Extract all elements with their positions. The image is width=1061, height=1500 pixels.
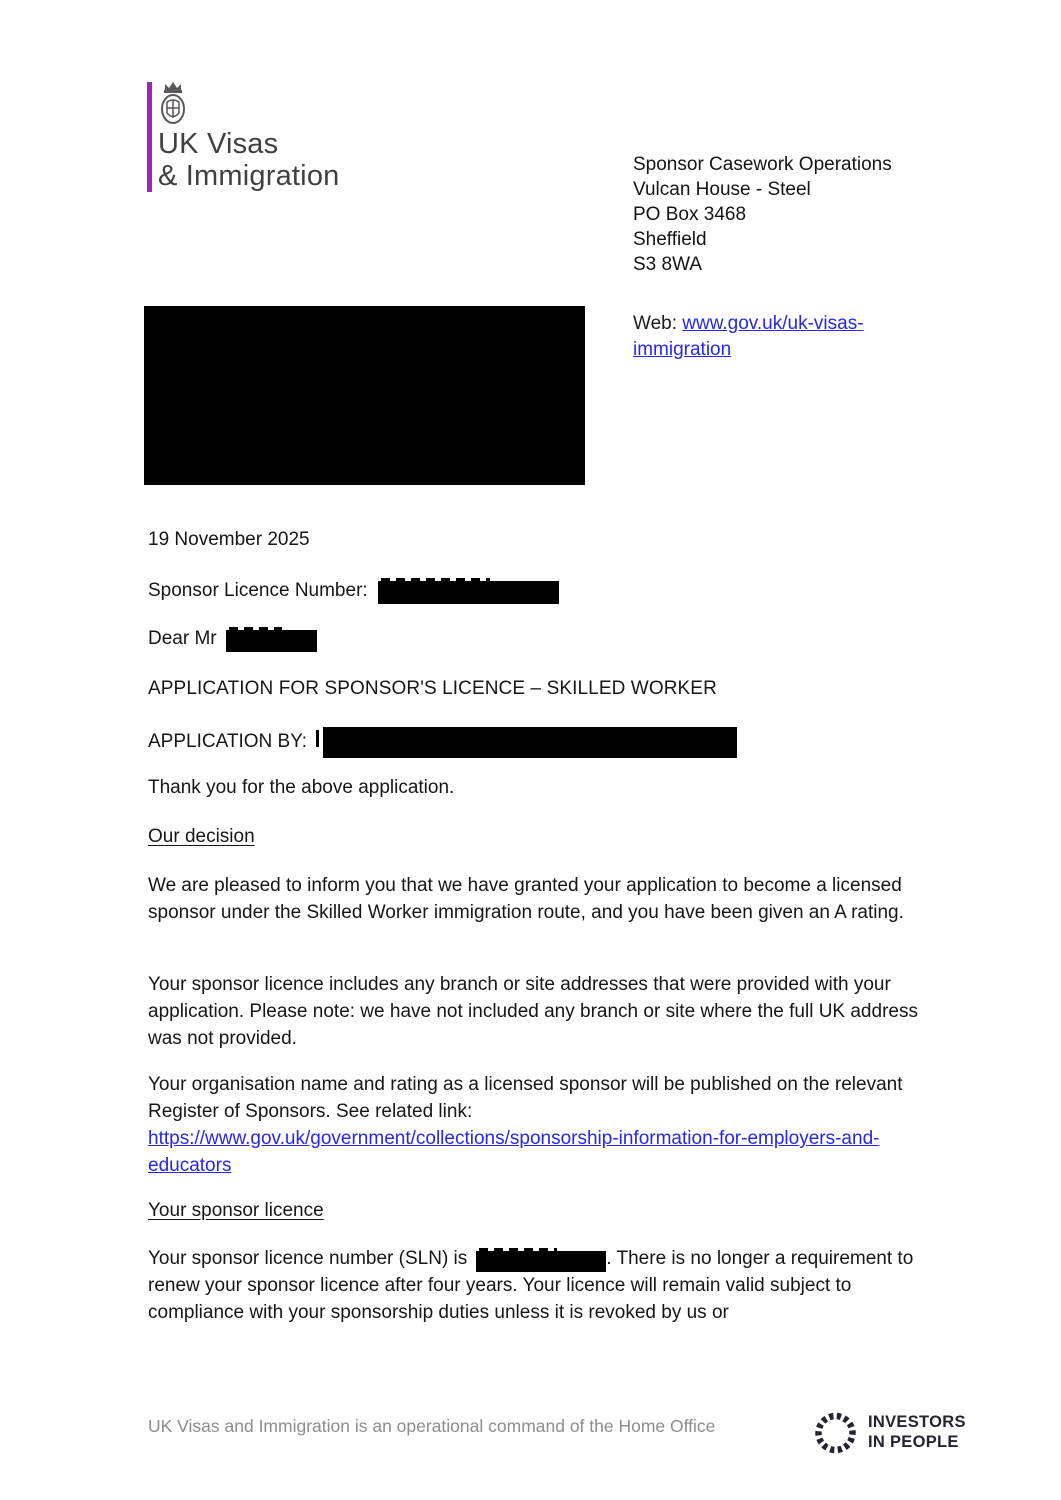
subject-line: APPLICATION FOR SPONSOR'S LICENCE – SKILLED WORKER xyxy=(148,678,717,699)
web-label: Web: xyxy=(633,313,683,334)
intro-line: Thank you for the above application. xyxy=(148,777,455,798)
decision-paragraph: We are pleased to inform you that we have granted your application to become a licensed sponsor under the Skilled Worker immigration route, and you have been given an A rating. xyxy=(148,875,904,923)
investors-in-people-wordmark xyxy=(868,1412,966,1452)
footer-disclaimer: UK Visas and Immigration is an operational command of the Home Office xyxy=(148,1416,716,1436)
sender-address-line: PO Box 3468 xyxy=(633,204,747,225)
salutation-label: Dear Mr xyxy=(148,628,217,649)
letter-date: 19 November 2025 xyxy=(148,529,310,550)
sponsor-licence-number-line xyxy=(148,578,559,604)
laurel-wreath-icon xyxy=(812,1408,859,1455)
sln-paragraph xyxy=(148,1245,948,1326)
application-by-line xyxy=(148,724,737,755)
sender-address-line: Sponsor Casework Operations xyxy=(633,154,892,175)
register-paragraph-text: Your organisation name and rating as a licensed sponsor will be published on the relevant Register of Sponsors. See related link: xyxy=(148,1074,903,1122)
brand-accent-bar xyxy=(147,82,152,192)
sender-address xyxy=(633,152,892,277)
licence-heading: Your sponsor licence xyxy=(148,1200,324,1221)
recipient-name-redaction xyxy=(226,630,317,652)
iip-line2: IN PEOPLE xyxy=(868,1432,959,1451)
salutation-line xyxy=(148,626,317,652)
brand-line2: & Immigration xyxy=(158,160,340,192)
brand-line1: UK Visas xyxy=(158,128,279,160)
sln-value-redaction xyxy=(476,1251,606,1272)
investors-in-people-logo xyxy=(812,1408,966,1455)
royal-crest-icon xyxy=(156,80,190,132)
sender-address-line: S3 8WA xyxy=(633,254,702,275)
sln-sentence-after: . There is no longer a requirement to renew your sponsor licence after four years. Your licence will remain valid subject to compliance with your sponsorship duties unless it is revoked by us or xyxy=(148,1248,914,1323)
recipient-address-redaction xyxy=(144,306,585,485)
web-link-line1[interactable]: www.gov.uk/uk-visas- xyxy=(682,313,864,334)
decision-heading: Our decision xyxy=(148,826,255,847)
sln-sentence-before: Your sponsor licence number (SLN) is xyxy=(148,1248,468,1269)
sponsor-licence-number-label: Sponsor Licence Number: xyxy=(148,580,368,601)
web-line xyxy=(633,311,943,363)
applicant-name-redaction xyxy=(323,727,737,758)
sender-address-line: Sheffield xyxy=(633,229,707,250)
register-of-sponsors-link[interactable]: https://www.gov.uk/government/collections/sponsorship-information-for-employers-and-educators xyxy=(148,1128,880,1176)
brand-wordmark xyxy=(158,128,340,192)
register-paragraph xyxy=(148,1071,948,1179)
web-link-line2[interactable]: immigration xyxy=(633,339,732,360)
application-by-label: APPLICATION BY: xyxy=(148,731,308,752)
iip-line1: INVESTORS xyxy=(868,1412,966,1431)
sender-address-line: Vulcan House - Steel xyxy=(633,179,811,200)
branches-paragraph: Your sponsor licence includes any branch or site addresses that were provided with your application. Please note: we have not included any branch or site where the full UK address was not provided. xyxy=(148,974,918,1049)
sponsor-licence-number-redaction xyxy=(378,581,559,604)
